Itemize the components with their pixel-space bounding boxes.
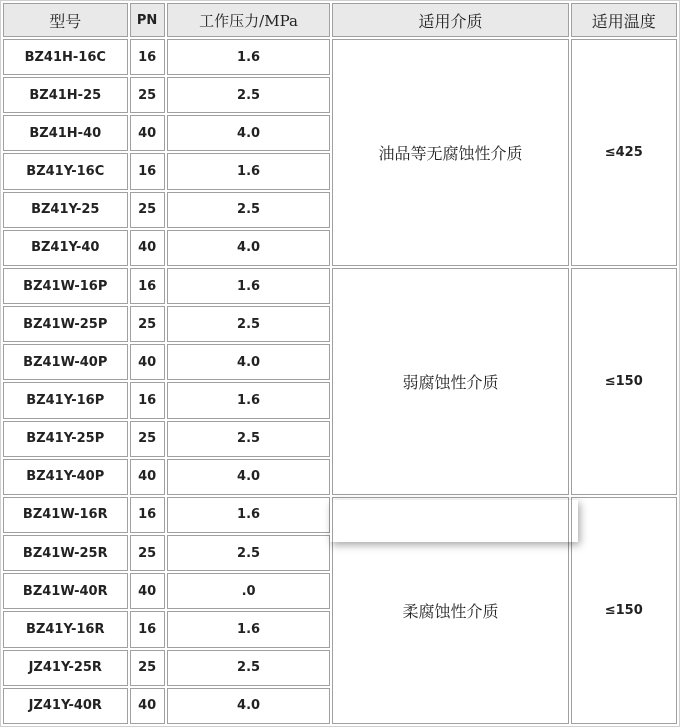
model-cell: BZ41W-16R — [3, 497, 128, 533]
model-cell: BZ41Y-25P — [3, 421, 128, 457]
model-cell: BZ41H-40 — [3, 115, 128, 151]
header-model: 型号 — [3, 3, 128, 37]
model-cell: BZ41H-16C — [3, 39, 128, 75]
pressure-cell: 2.5 — [167, 421, 331, 457]
pressure-cell: 4.0 — [167, 688, 331, 724]
pressure-cell: 1.6 — [167, 497, 331, 533]
pn-cell: 40 — [130, 688, 165, 724]
pressure-cell: 2.5 — [167, 77, 331, 113]
header-medium: 适用介质 — [332, 3, 568, 37]
header-temperature: 适用温度 — [571, 3, 678, 37]
model-cell: BZ41W-40P — [3, 344, 128, 380]
table-row — [3, 497, 677, 533]
pressure-cell: 2.5 — [167, 192, 331, 228]
pn-cell: 25 — [130, 535, 165, 571]
pn-cell: 25 — [130, 650, 165, 686]
pressure-cell: 4.0 — [167, 459, 331, 495]
pn-cell: 40 — [130, 573, 165, 609]
model-cell: BZ41Y-25 — [3, 192, 128, 228]
pressure-cell: 2.5 — [167, 650, 331, 686]
medium-cell: 油品等无腐蚀性介质 — [332, 39, 568, 266]
pn-cell: 16 — [130, 153, 165, 189]
pressure-cell: 4.0 — [167, 344, 331, 380]
pressure-cell: 4.0 — [167, 230, 331, 266]
model-cell: BZ41Y-40 — [3, 230, 128, 266]
pressure-cell: 1.6 — [167, 153, 331, 189]
pressure-cell: 2.5 — [167, 306, 331, 342]
pn-cell: 25 — [130, 421, 165, 457]
pn-cell: 16 — [130, 268, 165, 304]
pn-cell: 40 — [130, 115, 165, 151]
pressure-cell: 1.6 — [167, 382, 331, 418]
model-cell: BZ41W-40R — [3, 573, 128, 609]
pressure-cell: 4.0 — [167, 115, 331, 151]
model-cell: BZ41W-25P — [3, 306, 128, 342]
pn-cell: 40 — [130, 459, 165, 495]
model-cell: BZ41W-16P — [3, 268, 128, 304]
model-cell: BZ41Y-16R — [3, 611, 128, 647]
model-cell: BZ41W-25R — [3, 535, 128, 571]
pressure-cell: 1.6 — [167, 611, 331, 647]
model-cell: BZ41Y-16C — [3, 153, 128, 189]
model-cell: BZ41Y-16P — [3, 382, 128, 418]
temperature-cell: ≤425 — [571, 39, 678, 266]
table-row — [3, 39, 677, 75]
header-row — [3, 3, 677, 37]
pn-cell: 16 — [130, 611, 165, 647]
pn-cell: 25 — [130, 77, 165, 113]
pn-cell: 25 — [130, 192, 165, 228]
header-pn: PN — [130, 3, 165, 37]
pn-cell: 16 — [130, 497, 165, 533]
medium-cell: 柔腐蚀性介质 — [332, 497, 568, 724]
pressure-cell: 1.6 — [167, 268, 331, 304]
pn-cell: 40 — [130, 230, 165, 266]
pressure-cell: 1.6 — [167, 39, 331, 75]
medium-cell: 弱腐蚀性介质 — [332, 268, 568, 495]
model-cell: BZ41H-25 — [3, 77, 128, 113]
model-cell: BZ41Y-40P — [3, 459, 128, 495]
pn-cell: 16 — [130, 39, 165, 75]
temperature-cell: ≤150 — [571, 268, 678, 495]
pn-cell: 40 — [130, 344, 165, 380]
header-pressure: 工作压力/MPa — [167, 3, 331, 37]
model-cell: JZ41Y-40R — [3, 688, 128, 724]
temperature-cell: ≤150 — [571, 497, 678, 724]
pressure-cell: 2.5 — [167, 535, 331, 571]
pn-cell: 25 — [130, 306, 165, 342]
model-cell: JZ41Y-25R — [3, 650, 128, 686]
table-row — [3, 268, 677, 304]
pressure-cell: .0 — [167, 573, 331, 609]
pn-cell: 16 — [130, 382, 165, 418]
